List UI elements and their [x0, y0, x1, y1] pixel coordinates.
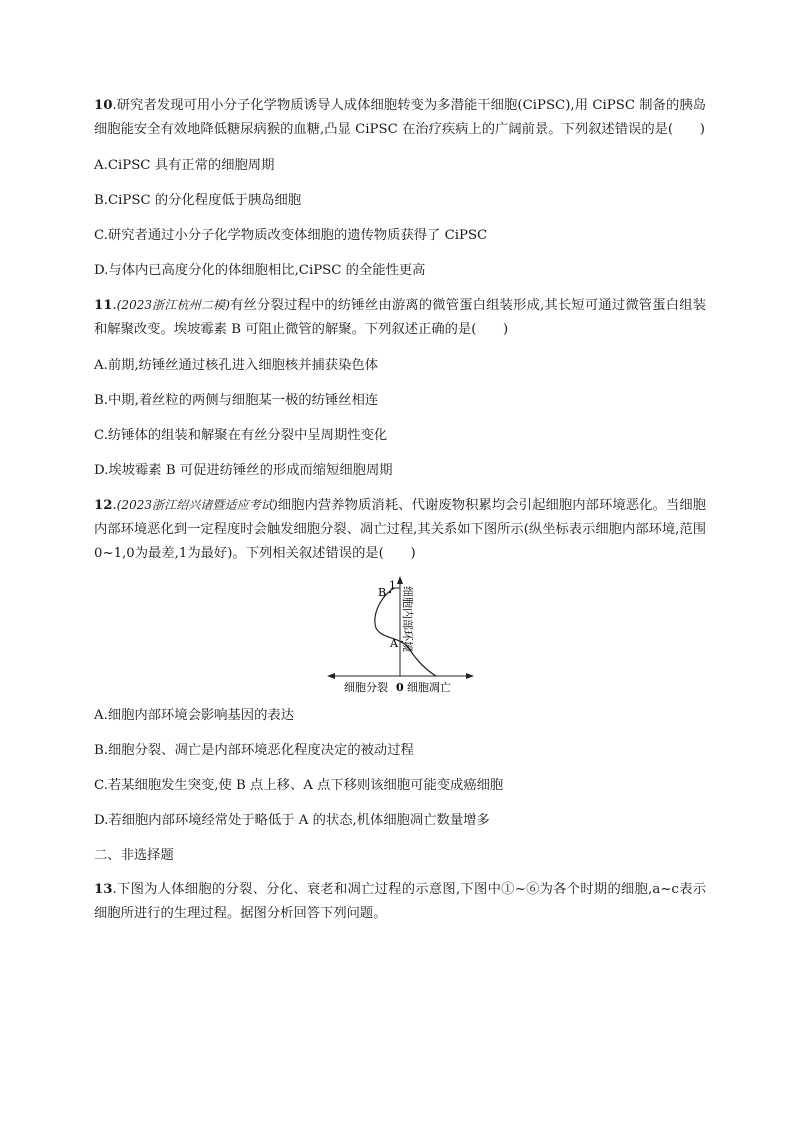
label-cell-apoptosis: 细胞凋亡	[407, 681, 451, 694]
q12-option-d: D.若细胞内部环境经常处于略低于 A 的状态,机体细胞凋亡数量增多	[94, 813, 490, 828]
q11-stem: 11.(2023浙江杭州二模)有丝分裂过程中的纺锤丝由游离的微管蛋白组装形成,其长短可通过微管蛋白组装和解聚改变。埃坡霉素 B 可阻止微管的解聚。下列叙述正确的是( )	[94, 298, 707, 337]
q13-stem	[94, 878, 706, 926]
q12-figure	[94, 574, 706, 704]
q12-option-b: B.细胞分裂、凋亡是内部环境恶化程度决定的被动过程	[94, 743, 414, 758]
label-origin: 0	[396, 681, 404, 694]
q10-option-a: A.CiPSC 具有正常的细胞周期	[94, 158, 275, 173]
q10-option-c: C.研究者通过小分子化学物质改变体细胞的遗传物质获得了 CiPSC	[94, 228, 488, 243]
label-a: A	[390, 637, 398, 650]
label-y-axis: 细胞内部环境	[401, 586, 414, 652]
q10-option-d: D.与体内已高度分化的体细胞相比,CiPSC 的全能性更高	[94, 263, 426, 278]
left-arrow	[327, 673, 335, 679]
q12-number: 12	[94, 498, 113, 513]
q12-text: 细胞内营养物质消耗、代谢废物积累均会引起细胞内部环境恶化。当细胞内部环境恶化到一定程度时会触发细胞分裂、凋亡过程,其关系如下图所示(纵坐标表示细胞内部环境,范围 0~1,0为最差,1为最好)。下列相关叙述错误的是( )	[94, 498, 707, 561]
q12-stem: 12.(2023浙江绍兴诸暨适应考试)细胞内营养物质消耗、代谢废物积累均会引起细胞内部环境恶化。当细胞内部环境恶化到一定程度时会触发细胞分裂、凋亡过程,其关系如下图所示(纵坐标表示细胞内部环境,范围 0~1,0为最差,1为最好)。下列相关叙述错误的是( )	[94, 498, 707, 561]
label-b: B	[378, 586, 387, 599]
q10-number: 10	[94, 98, 113, 113]
q11-text: 有丝分裂过程中的纺锤丝由游离的微管蛋白组装形成,其长短可通过微管蛋白组装和解聚改变。埃坡霉素 B 可阻止微管的解聚。下列叙述正确的是( )	[94, 298, 707, 337]
q13-number: 13	[94, 882, 113, 897]
q10-text: .研究者发现可用小分子化学物质诱导人成体细胞转变为多潜能干细胞(CiPSC),用 CiPSC 制备的胰岛细胞能安全有效地降低糖尿病猴的血糖,凸显 CiPSC 在治疗疾病上的广阔前景。下列叙述错误的是( )	[94, 98, 706, 137]
section-heading: 二、非选择题	[94, 848, 174, 863]
q11-option-a: A.前期,纺锤丝通过核孔进入细胞核并捕获染色体	[94, 358, 378, 373]
q10-stem	[94, 94, 706, 142]
right-arrow	[466, 673, 474, 679]
label-cell-division: 细胞分裂	[344, 681, 388, 694]
q11-option-d: D.埃坡霉素 B 可促进纺锤丝的形成而缩短细胞周期	[94, 463, 393, 478]
q10-option-b: B.CiPSC 的分化程度低于胰岛细胞	[94, 193, 302, 208]
label-one: 1	[389, 579, 396, 592]
q12-option-a: A.细胞内部环境会影响基因的表达	[94, 708, 294, 723]
up-arrow	[397, 576, 403, 584]
worksheet-page	[94, 94, 706, 926]
q12-source: (2023浙江绍兴诸暨适应考试)	[116, 498, 278, 512]
q11-source: (2023浙江杭州二模)	[116, 298, 230, 312]
q12-diagram	[94, 574, 706, 704]
q11-option-c: C.纺锤体的组装和解聚在有丝分裂中呈周期性变化	[94, 428, 388, 443]
q11-option-b: B.中期,着丝粒的两侧与细胞某一极的纺锤丝相连	[94, 393, 379, 408]
q12-option-c: C.若某细胞发生突变,使 B 点上移、A 点下移则该细胞可能变成癌细胞	[94, 778, 504, 793]
q11-number: 11	[94, 298, 113, 313]
q13-text: .下图为人体细胞的分裂、分化、衰老和凋亡过程的示意图,下图中①~⑥为各个时期的细胞,a~c表示细胞所进行的生理过程。据图分析回答下列问题。	[94, 882, 706, 921]
